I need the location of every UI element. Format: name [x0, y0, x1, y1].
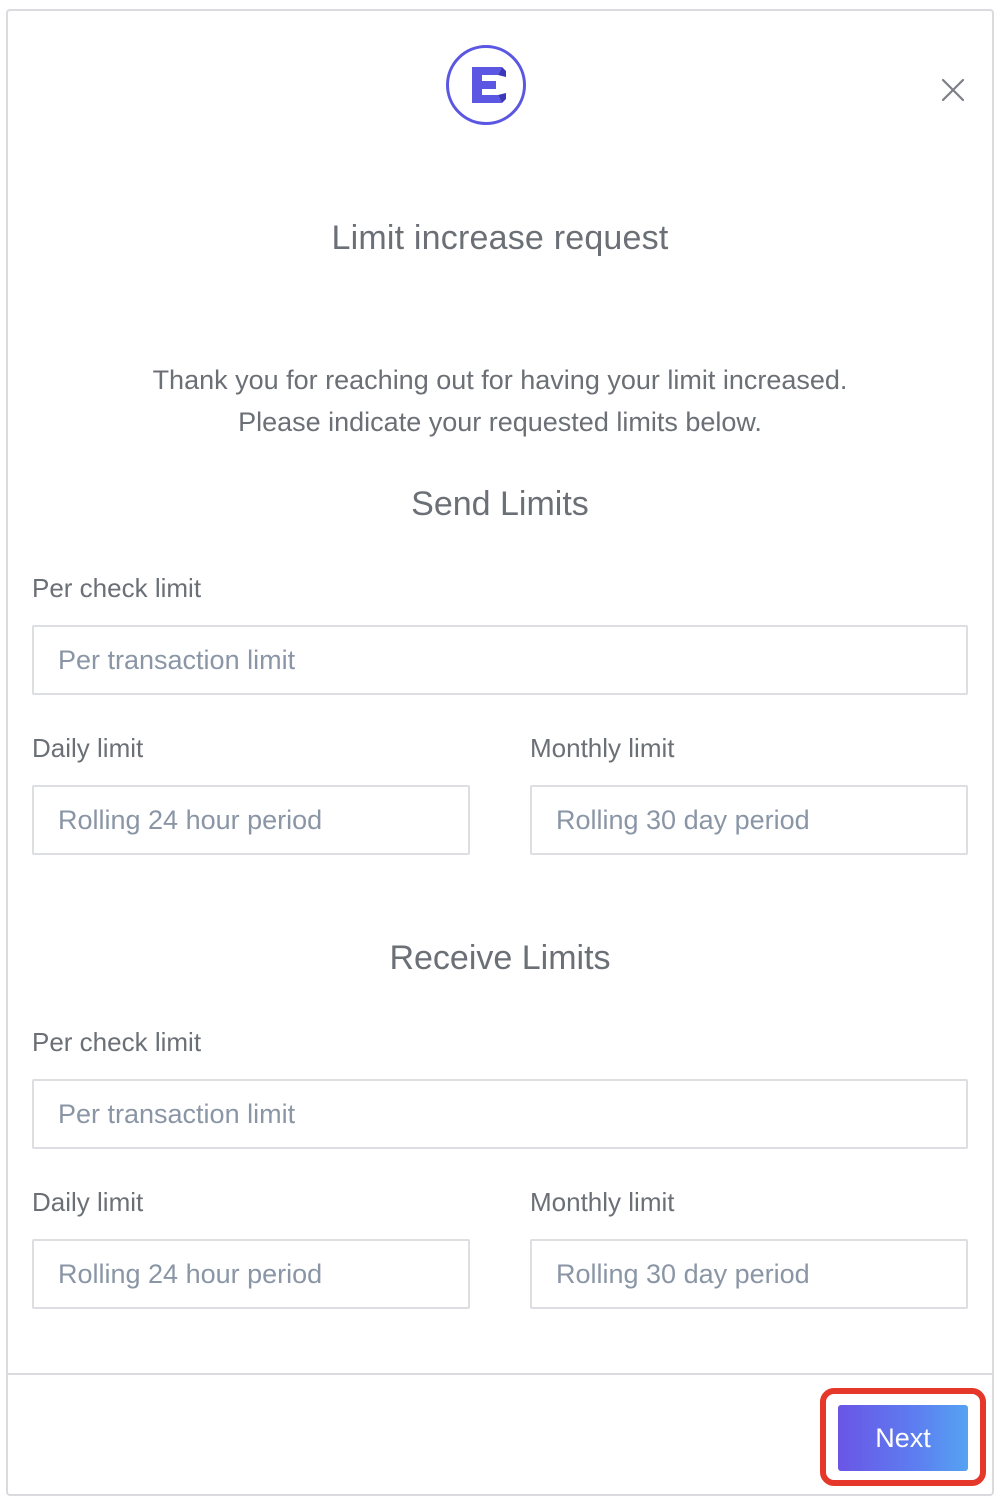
intro-text: [8, 359, 992, 443]
intro-line-2: Please indicate your requested limits below.: [238, 407, 762, 437]
next-button[interactable]: Next: [838, 1405, 968, 1471]
send-monthly-label: Monthly limit: [530, 733, 675, 763]
limit-increase-modal: [6, 9, 994, 1496]
receive-limits-heading: Receive Limits: [389, 939, 611, 977]
send-limits-heading: Send Limits: [411, 485, 589, 523]
send-monthly-input[interactable]: [530, 785, 968, 855]
send-per-check-label: Per check limit: [32, 573, 202, 603]
receive-per-check-label: Per check limit: [32, 1027, 202, 1057]
intro-line-1: Thank you for reaching out for having your limit increased.: [152, 365, 848, 395]
footer-divider: [8, 1373, 992, 1375]
receive-monthly-label: Monthly limit: [530, 1187, 675, 1217]
send-daily-label: Daily limit: [32, 733, 144, 763]
receive-daily-label: Daily limit: [32, 1187, 144, 1217]
receive-per-check-input[interactable]: [32, 1079, 968, 1149]
exchange-e-logo-icon: [462, 61, 510, 109]
receive-monthly-input[interactable]: [530, 1239, 968, 1309]
close-button[interactable]: [940, 77, 966, 103]
send-daily-input[interactable]: [32, 785, 470, 855]
send-per-check-input[interactable]: [32, 625, 968, 695]
close-icon: [940, 77, 966, 103]
receive-daily-input[interactable]: [32, 1239, 470, 1309]
app-logo-icon: [446, 45, 526, 125]
modal-title: Limit increase request: [331, 219, 669, 257]
